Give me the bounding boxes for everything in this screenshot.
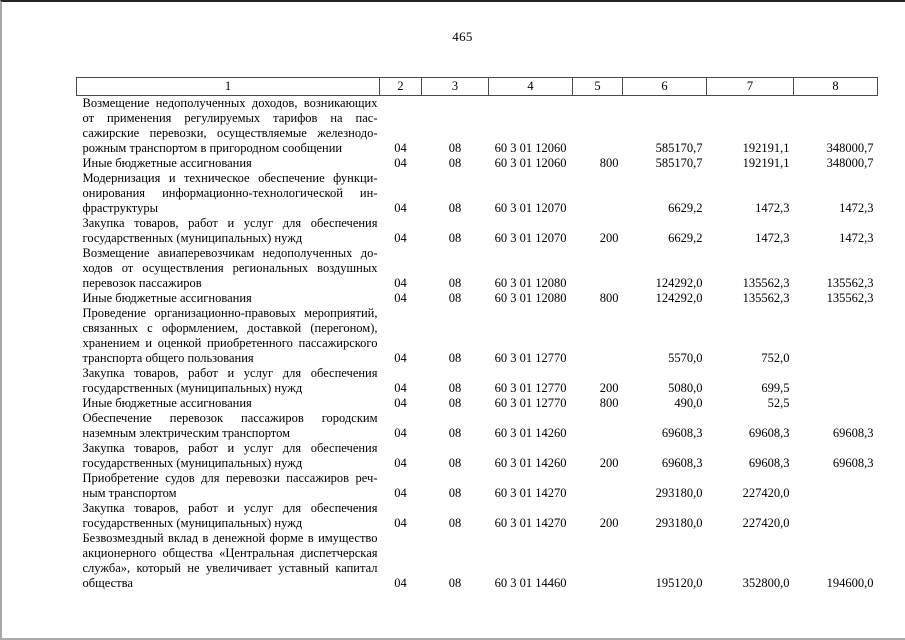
table-row — [77, 441, 878, 471]
row-cell-col-5 — [573, 171, 623, 216]
row-cell-col-7: 1472,3 — [755, 201, 790, 215]
row-cell-col-3: 08 — [448, 396, 462, 410]
row-cell-col-8 — [794, 501, 878, 531]
row-cell-col-2: 04 — [394, 231, 407, 245]
row-cell-col-6: 124292,0 — [655, 276, 703, 290]
row-title: Обеспечение перевозок пассажиров городским наземным электрическим транспортом — [82, 411, 378, 440]
row-cell-col-6: 585170,7 — [655, 156, 703, 170]
row-cell-col-7: 1472,3 — [755, 231, 790, 245]
row-cell-col-8: 69608,3 — [832, 456, 874, 470]
row-cell-col-5: 800 — [599, 156, 619, 170]
row-cell-col-7: 135562,3 — [742, 291, 790, 305]
column-header-4: 4 — [489, 78, 573, 96]
row-cell-col-2: 04 — [394, 156, 407, 170]
page-number: 465 — [452, 29, 473, 44]
row-cell-col-7: 69608,3 — [748, 426, 790, 440]
row-title: Иные бюджетные ассигнования — [82, 156, 252, 170]
row-cell-col-6: 69608,3 — [661, 426, 703, 440]
table-row — [77, 96, 878, 157]
row-cell-col-6: 6629,2 — [668, 201, 703, 215]
row-cell-col-4: 60 3 01 12060 — [494, 156, 567, 170]
row-cell-col-8: 135562,3 — [826, 291, 874, 305]
row-cell-col-7: 752,0 — [761, 351, 790, 365]
row-cell-col-7: 699,5 — [761, 381, 790, 395]
row-title: Закупка товаров, работ и услуг для обеспечения государственных (муниципальных) нужд — [82, 366, 378, 395]
row-cell-col-6: 69608,3 — [661, 456, 703, 470]
row-cell-col-2: 04 — [394, 201, 407, 215]
row-cell-col-6: 195120,0 — [655, 576, 703, 590]
row-cell-col-8: 135562,3 — [826, 276, 874, 290]
row-cell-col-6: 5080,0 — [668, 381, 703, 395]
row-cell-col-4: 60 3 01 14260 — [494, 456, 567, 470]
row-cell-col-4: 60 3 01 12070 — [494, 201, 567, 215]
row-cell-col-8: 1472,3 — [839, 231, 874, 245]
row-cell-col-3: 08 — [448, 576, 462, 590]
row-cell-col-3: 08 — [448, 426, 462, 440]
row-cell-col-8: 348000,7 — [826, 141, 874, 155]
row-cell-col-3: 08 — [448, 231, 462, 245]
row-title: Возмещение недополученных доходов, возникающих от применения регулируемых тарифов на пассажирские перевозки, осуществляемые железнодорожным транспортом в пригородном сообщении — [82, 96, 378, 155]
row-cell-col-5: 800 — [599, 291, 619, 305]
table-row — [77, 291, 878, 306]
row-cell-col-5: 800 — [599, 396, 619, 410]
row-cell-col-2: 04 — [394, 381, 407, 395]
table-row — [77, 171, 878, 216]
row-title: Закупка товаров, работ и услуг для обеспечения государственных (муниципальных) нужд — [82, 441, 378, 470]
row-cell-col-7: 192191,1 — [742, 141, 790, 155]
budget-table — [76, 77, 878, 591]
row-title: Закупка товаров, работ и услуг для обеспечения государственных (муниципальных) нужд — [82, 216, 378, 245]
row-cell-col-6: 293180,0 — [655, 516, 703, 530]
column-header-5: 5 — [573, 78, 623, 96]
row-cell-col-7: 52,5 — [767, 396, 790, 410]
row-title: Иные бюджетные ассигнования — [82, 291, 252, 305]
row-cell-col-8: 69608,3 — [832, 426, 874, 440]
row-cell-col-7: 69608,3 — [748, 456, 790, 470]
table-row — [77, 156, 878, 171]
row-title: Иные бюджетные ассигнования — [82, 396, 252, 410]
table-row — [77, 501, 878, 531]
row-cell-col-5: 200 — [599, 381, 619, 395]
row-cell-col-7: 227420,0 — [742, 516, 790, 530]
row-cell-col-6: 293180,0 — [655, 486, 703, 500]
row-cell-col-8 — [794, 396, 878, 411]
row-title: Возмещение авиаперевозчикам недополученных доходов от осуществления региональных воздушных перевозок пассажиров — [82, 246, 378, 290]
column-header-3: 3 — [422, 78, 489, 96]
table-header-row — [77, 78, 878, 96]
row-cell-col-8: 194600,0 — [826, 576, 874, 590]
row-cell-col-3: 08 — [448, 516, 462, 530]
row-title: Приобретение судов для перевозки пассажиров речным транспортом — [82, 471, 378, 500]
row-cell-col-5 — [573, 411, 623, 441]
row-cell-col-2: 04 — [394, 291, 407, 305]
row-cell-col-4: 60 3 01 12770 — [494, 381, 567, 395]
row-cell-col-6: 585170,7 — [655, 141, 703, 155]
row-cell-col-2: 04 — [394, 141, 407, 155]
row-title: Безвозмездный вклад в денежной форме в имущество акционерного общества «Центральная диспетчерская служба», который не увеличивает уставный капитал общества — [82, 531, 378, 590]
row-cell-col-4: 60 3 01 14270 — [494, 486, 567, 500]
row-cell-col-4: 60 3 01 14460 — [494, 576, 567, 590]
column-header-6: 6 — [623, 78, 707, 96]
row-cell-col-6: 5570,0 — [668, 351, 703, 365]
row-cell-col-5 — [573, 246, 623, 291]
column-header-2: 2 — [380, 78, 422, 96]
row-cell-col-3: 08 — [448, 141, 462, 155]
row-cell-col-6: 124292,0 — [655, 291, 703, 305]
column-header-8: 8 — [794, 78, 878, 96]
row-cell-col-4: 60 3 01 12770 — [494, 396, 567, 410]
row-cell-col-3: 08 — [448, 291, 462, 305]
row-cell-col-5 — [573, 531, 623, 591]
row-cell-col-2: 04 — [394, 576, 407, 590]
row-cell-col-5 — [573, 306, 623, 366]
table-row — [77, 396, 878, 411]
row-cell-col-5: 200 — [599, 231, 619, 245]
row-cell-col-3: 08 — [448, 276, 462, 290]
row-cell-col-4: 60 3 01 12770 — [494, 351, 567, 365]
row-cell-col-6: 490,0 — [674, 396, 703, 410]
row-cell-col-2: 04 — [394, 456, 407, 470]
row-cell-col-3: 08 — [448, 351, 462, 365]
table-row — [77, 411, 878, 441]
table-row — [77, 531, 878, 591]
row-cell-col-5: 200 — [599, 516, 619, 530]
row-cell-col-8 — [794, 306, 878, 366]
row-cell-col-5: 200 — [599, 456, 619, 470]
row-cell-col-8: 348000,7 — [826, 156, 874, 170]
row-cell-col-2: 04 — [394, 426, 407, 440]
column-header-1: 1 — [77, 78, 380, 96]
table-row — [77, 366, 878, 396]
table-row — [77, 306, 878, 366]
row-cell-col-7: 135562,3 — [742, 276, 790, 290]
row-cell-col-4: 60 3 01 12070 — [494, 231, 567, 245]
row-cell-col-3: 08 — [448, 156, 462, 170]
row-cell-col-7: 192191,1 — [742, 156, 790, 170]
row-cell-col-3: 08 — [448, 486, 462, 500]
row-cell-col-5 — [573, 471, 623, 501]
row-cell-col-5 — [573, 96, 623, 157]
row-cell-col-3: 08 — [448, 201, 462, 215]
row-cell-col-8 — [794, 366, 878, 396]
row-cell-col-2: 04 — [394, 486, 407, 500]
row-cell-col-2: 04 — [394, 396, 407, 410]
row-title: Модернизация и техническое обеспечение функционирования информационно-технологической инфраструктуры — [82, 171, 378, 215]
row-cell-col-2: 04 — [394, 516, 407, 530]
row-cell-col-4: 60 3 01 12060 — [494, 141, 567, 155]
row-cell-col-4: 60 3 01 12080 — [494, 276, 567, 290]
row-title: Закупка товаров, работ и услуг для обеспечения государственных (муниципальных) нужд — [82, 501, 378, 530]
table-row — [77, 471, 878, 501]
row-cell-col-6: 6629,2 — [668, 231, 703, 245]
table-body — [77, 96, 878, 592]
row-cell-col-4: 60 3 01 12080 — [494, 291, 567, 305]
table-row — [77, 246, 878, 291]
row-cell-col-2: 04 — [394, 276, 407, 290]
row-cell-col-7: 352800,0 — [742, 576, 790, 590]
row-cell-col-3: 08 — [448, 456, 462, 470]
table-row — [77, 216, 878, 246]
row-cell-col-3: 08 — [448, 381, 462, 395]
row-cell-col-8 — [794, 471, 878, 501]
row-cell-col-2: 04 — [394, 351, 407, 365]
row-title: Проведение организационно-правовых мероприятий, связанных с оформлением, доставкой (перегоном), хранением и оценкой приобретенного пассажирского транспорта общего пользования — [82, 306, 378, 365]
row-cell-col-4: 60 3 01 14260 — [494, 426, 567, 440]
row-cell-col-7: 227420,0 — [742, 486, 790, 500]
column-header-7: 7 — [707, 78, 794, 96]
row-cell-col-4: 60 3 01 14270 — [494, 516, 567, 530]
row-cell-col-8: 1472,3 — [839, 201, 874, 215]
